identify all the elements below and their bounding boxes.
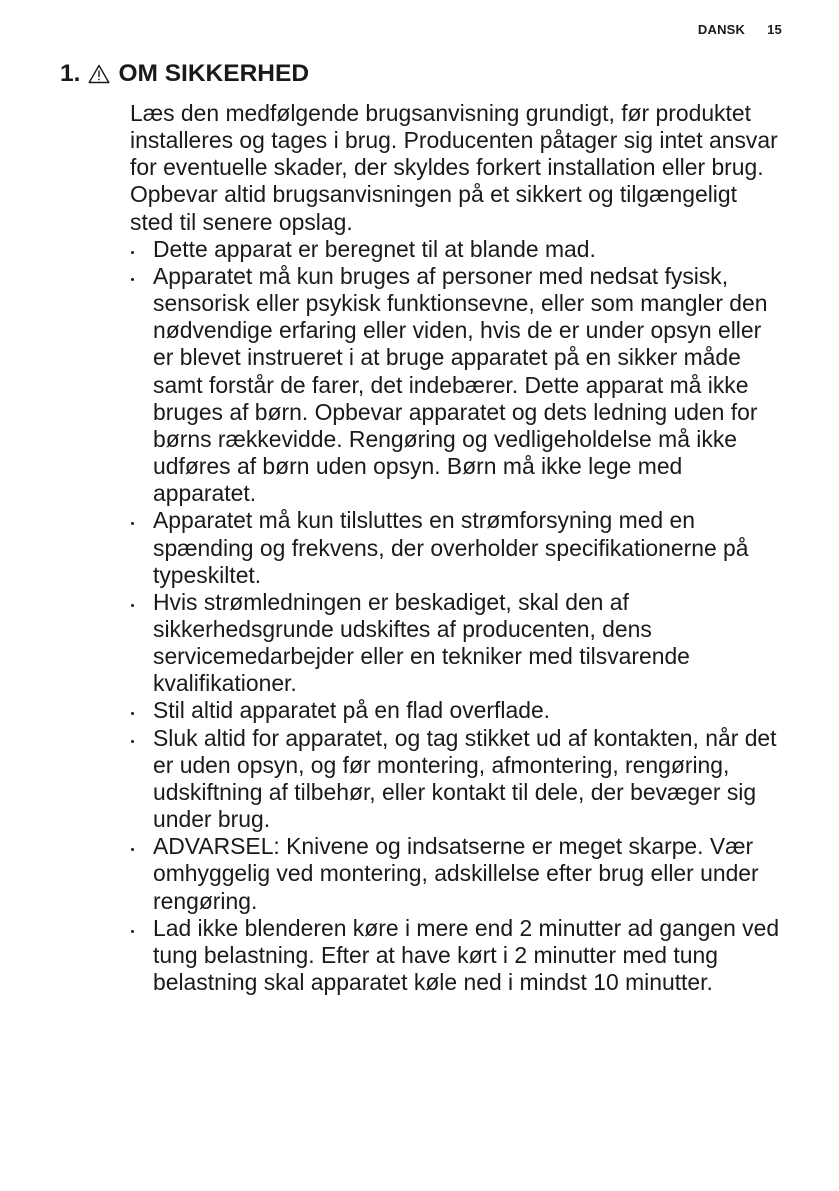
section-number: 1. bbox=[60, 60, 81, 87]
page-header bbox=[698, 22, 782, 37]
intro-paragraph: Læs den medfølgende brugsanvisning grundigt, før produktet installeres og tages i brug. Producenten påtager sig intet ansvar for eventuelle skader, der skyldes forkert installation eller brug. Opbevar altid brugsanvisningen på et sikkert og tilgængeligt sted til senere opslag. bbox=[130, 100, 778, 235]
list-item bbox=[130, 263, 785, 507]
list-item bbox=[130, 833, 785, 914]
list-item-text: Sluk altid for apparatet, og tag stikket ud af kontakten, når det er uden opsyn, og før montering, afmontering, rengøring, udskiftning af tilbehør, eller kontakt til dele, der bevæger sig under brug. bbox=[153, 724, 777, 833]
list-item bbox=[130, 697, 785, 724]
safety-bullet-list bbox=[130, 236, 785, 996]
list-item bbox=[130, 725, 785, 834]
list-item-text: ADVARSEL: Knivene og indsatserne er meget skarpe. Vær omhyggelig ved montering, adskillelse efter brug eller under rengøring. bbox=[153, 833, 759, 914]
list-item bbox=[130, 507, 785, 588]
page-number: 15 bbox=[767, 22, 782, 37]
list-item bbox=[130, 236, 785, 263]
list-item-text: Apparatet må kun bruges af personer med nedsat fysisk, sensorisk eller psykisk funktionsevne, eller som mangler den nødvendige erfaring eller viden, hvis de er under opsyn eller er blevet instrueret i at bruge apparatet på en sikker måde samt forstår de farer, det indebærer. Dette apparat må ikke bruges af børn. Opbevar apparatet og dets ledning uden for børns rækkevidde. Rengøring og vedligeholdelse må ikke udføres af børn uden opsyn. Børn må ikke lege med apparatet. bbox=[153, 262, 768, 507]
list-item-text: Stil altid apparatet på en flad overflade. bbox=[153, 697, 551, 724]
section-title: OM SIKKERHED bbox=[118, 60, 310, 87]
language-label: DANSK bbox=[697, 22, 746, 37]
section-content bbox=[130, 100, 785, 996]
list-item bbox=[130, 589, 785, 698]
list-item bbox=[130, 915, 785, 996]
list-item-text: Dette apparat er beregnet til at blande mad. bbox=[153, 235, 596, 262]
list-item-text: Hvis strømledningen er beskadiget, skal den af sikkerhedsgrunde udskiftes af producenten, dens servicemedarbejder eller en tekniker med tilsvarende kvalifikationer. bbox=[153, 588, 690, 697]
section-heading bbox=[60, 60, 309, 88]
list-item-text: Lad ikke blenderen køre i mere end 2 minutter ad gangen ved tung belastning. Efter at have kørt i 2 minutter med tung belastning skal apparatet køle ned i mindst 10 minutter. bbox=[153, 914, 780, 995]
list-item-text: Apparatet må kun tilsluttes en strømforsyning med en spænding og frekvens, der overholder specifikationerne på typeskiltet. bbox=[153, 507, 749, 588]
warning-triangle-icon bbox=[88, 63, 110, 83]
